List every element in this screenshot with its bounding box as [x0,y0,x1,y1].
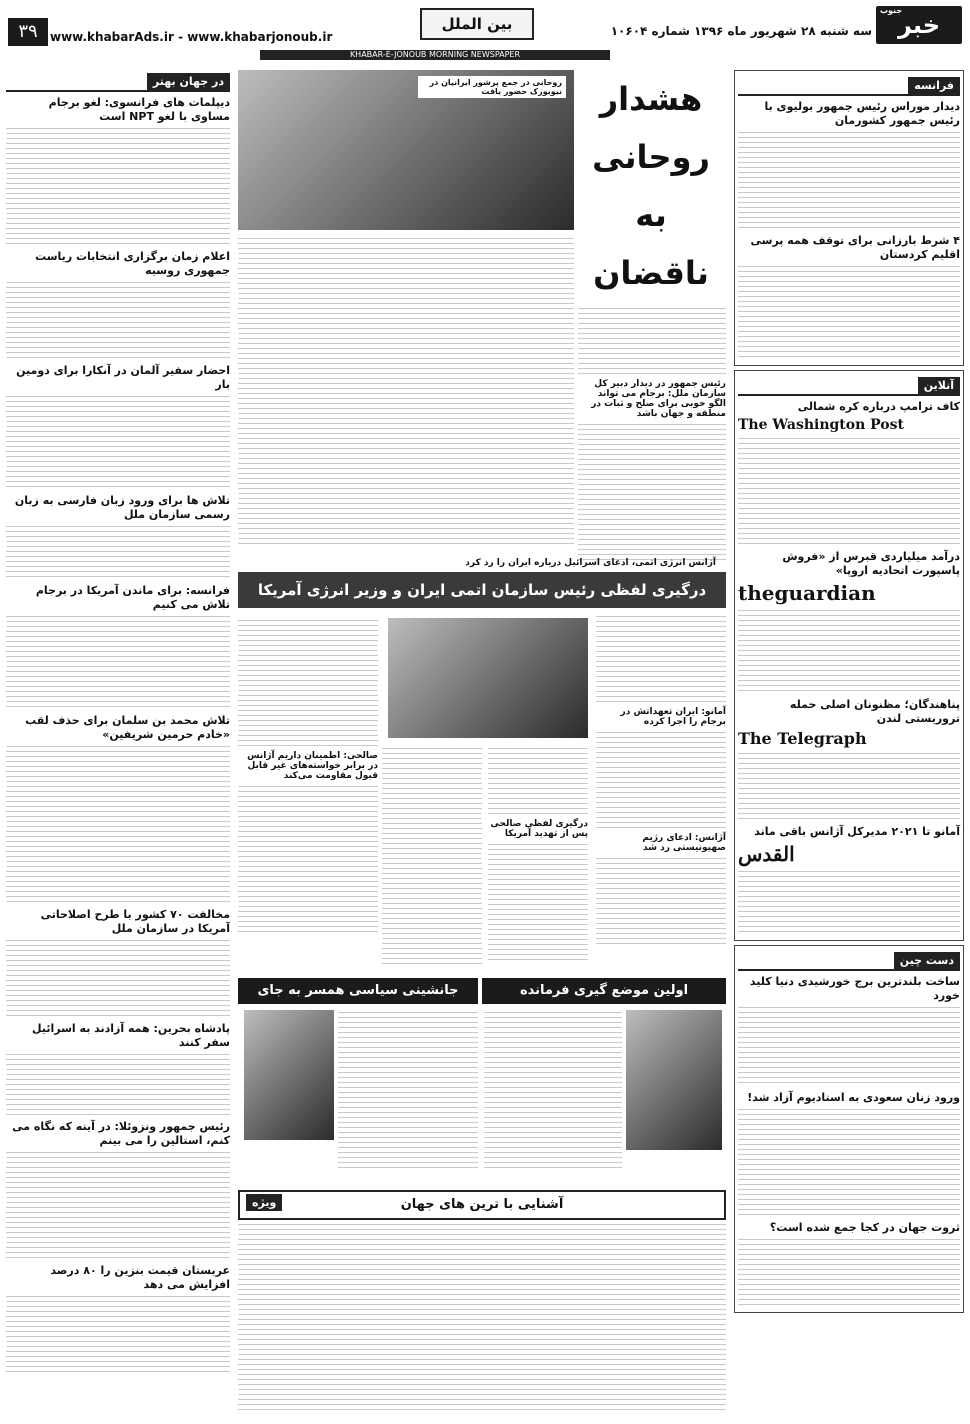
newspaper-logo [876,6,962,44]
china-body [738,1005,960,1087]
saudi-headline: ورود زنان سعودی به استادیوم آزاد شد! [747,1091,960,1104]
china-box [734,945,964,1313]
left-item-2: احضار سفیر آلمان در آنکارا برای دومین بار [16,364,230,391]
france-body [738,130,960,230]
logo-text: خبر [897,11,941,39]
website-urls[interactable]: www.khabarAds.ir - www.khabarjonoub.ir [50,30,333,44]
banner-kicker: آژانس انرژی اتمی، ادعای اسرائیل درباره ایران را رد کرد [465,558,716,568]
myanmar-headline: اولین موضع گیری فرمانده [482,978,726,1004]
amano-headline: آمانو تا ۲۰۲۱ مدیرکل آژانس باقی ماند [754,825,960,838]
china-headline: ساخت بلندترین برج خورشیدی دنیا کلید خورد [749,975,960,1002]
masthead-english: KHABAR-E-JONOUB MORNING NEWSPAPER [260,50,610,60]
china-band: دست چین [894,952,960,969]
left-item-4: فرانسه: برای ماندن آمریکا در برجام تلاش می کنیم [35,584,230,611]
sub-amano: آمانو: ایران تعهداتش در برجام را اجرا کرده [620,707,726,727]
left-item-0: دیپلمات های فرانسوی: لغو برجام مساوی با لغو NPT است [48,96,230,123]
trump-body [738,436,960,546]
london-headline: پناهندگان؛ مظنونان اصلی حمله تروریستی لندن [789,698,960,725]
page-header [0,0,970,66]
telegraph-logo: The Telegraph [738,729,867,748]
rouhani-quote: رئیس جمهور در دیدار دبیر کل سازمان ملل: برجام می تواند الگو خوبی برای صلح و ثبات در منطقه و جهان باشد [591,379,726,419]
trump-headline: کاف ترامپ درباره کره شمالی [797,400,960,413]
saudi-body [738,1107,960,1217]
middle-column [238,70,726,1416]
left-item-6: مخالفت ۷۰ کشور با طرح اصلاحاتی آمریکا در سازمان ملل [40,908,230,935]
photo-caption: روحانی در جمع پرشور ایرانیان در نیویورک حضور یافت [418,76,566,98]
guardian-logo: theguardian [738,581,876,605]
nuclear-col-2 [488,746,588,964]
myanmar-body [484,1010,622,1172]
left-column [6,70,230,1416]
left-item-1: اعلام زمان برگزاری انتخابات ریاست جمهوری روسیه [35,250,230,277]
online-box [734,370,964,941]
left-item-7: پادشاه بحرین: همه آزادند به اسرائیل سفر کنند [32,1022,230,1049]
europe-headline: درآمد میلیاردی قبرس از «فروش پاسپورت اتحادیه اروپا» [782,550,960,577]
wealth-body [738,1237,960,1307]
countries-headline: آشنایی با ترین های جهان [238,1190,726,1220]
nuclear-col-4 [238,618,378,936]
issue-info: سه شنبه ۲۸ شهریور ماه ۱۳۹۶ شماره ۱۰۶۰۴ [610,24,872,38]
left-item-9: عربستان قیمت بنزین را ۸۰ درصد افزایش می دهد [50,1264,230,1291]
wealth-headline: ثروت جهان در کجا جمع شده است؟ [769,1221,960,1234]
world-band: در جهان بهتر [147,73,230,90]
logo-sub: جنوب [880,6,903,15]
london-body [738,751,960,821]
nuclear-col-3 [382,746,482,968]
myanmar-photo [626,1010,722,1150]
wapo-logo: The Washington Post [738,417,904,433]
france-box [734,70,964,366]
iraq-body [738,264,960,360]
left-item-8: رئیس جمهور ونزوئلا: در آینه که نگاه می کنم، استالین را می بینم [12,1120,230,1147]
countries-body [238,1222,726,1412]
special-tag: ویژه [246,1194,282,1211]
amano-body [738,869,960,935]
france-headline: دیدار موراس رئیس جمهور بولیوی با رئیس جمهور کشورمان [764,100,960,127]
nuclear-col-1 [596,614,726,948]
rouhani-body [238,236,574,548]
left-item-3: تلاش ها برای ورود زبان فارسی به زبان رسمی سازمان ملل [14,494,230,521]
france-band: فرانسه [908,77,960,94]
sub-israel: آژانس: ادعای رژیم صهیونیستی رد شد [642,833,726,853]
section-title: بین الملل [420,8,534,40]
online-band: آنلاین [918,377,960,394]
main-headline: هشدار روحانی به ناقضان [592,80,710,292]
sub-salehi: درگیری لفظی صالحی پس از تهدید آمریکا [490,819,588,839]
europe-body [738,608,960,694]
page-number: ۳۹ [8,18,48,46]
sub-resist: صالحی: اطمینان داریم آژانس در برابر خواسته‌های غیر قابل قبول مقاومت می‌کند [247,751,378,781]
alquds-logo: القدس [738,842,795,866]
rouhani-side [578,306,726,564]
left-item-5: تلاش محمد بن سلمان برای حذف لقب «خادم حرمین شریفین» [25,714,230,741]
pakistan-photo [244,1010,334,1140]
right-column [734,70,964,1416]
pakistan-body [338,1010,478,1172]
pakistan-headline: جانشینی سیاسی همسر به جای [238,978,478,1004]
iraq-headline: ۴ شرط بارزانی برای توقف همه پرسی اقلیم کردستان [750,234,960,261]
nuclear-banner: درگیری لفظی رئیس سازمان اتمی ایران و وزیر انرژی آمریکا [238,572,726,608]
amano-salehi-photo [388,618,588,738]
